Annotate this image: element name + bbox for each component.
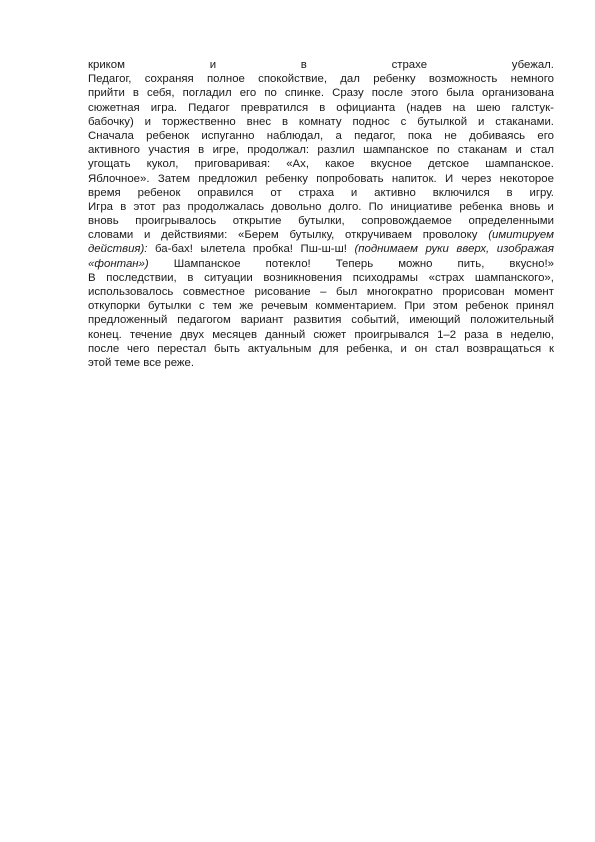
word: 1–2: [437, 328, 457, 341]
word: педагог,: [354, 129, 396, 142]
text-line: [88, 143, 554, 157]
word: возможность: [428, 73, 498, 86]
word: продолжалась: [187, 200, 265, 213]
word: событий,: [351, 314, 400, 327]
text-line: [88, 172, 554, 186]
text-line: [88, 257, 554, 271]
word: довольно: [271, 200, 322, 213]
word: (надев: [406, 101, 442, 114]
word: активного: [88, 144, 140, 157]
word: момент: [514, 286, 554, 298]
word: прийти: [88, 87, 125, 100]
word: поднос: [352, 115, 390, 128]
word: в: [187, 271, 194, 284]
word: тем: [212, 300, 232, 313]
italic-word: вверх,: [456, 243, 490, 256]
word: испуганно: [201, 129, 255, 142]
word: ребенку: [373, 73, 416, 86]
word: По: [368, 200, 384, 213]
word: стал: [530, 144, 554, 157]
word: В: [88, 271, 96, 284]
word: была: [446, 87, 474, 100]
word: вкусное: [370, 158, 412, 171]
word: и: [515, 144, 522, 157]
word: вновь: [88, 215, 119, 228]
word: участия: [148, 144, 190, 157]
word: месяцев: [212, 328, 258, 341]
word: внес: [246, 115, 272, 128]
word: шампанское: [363, 144, 429, 157]
text-line: [88, 101, 554, 115]
word: галстук-: [511, 101, 554, 114]
word: добиваясь: [469, 129, 526, 142]
word: попробовать: [316, 172, 384, 185]
word: и: [547, 200, 554, 213]
word: можно: [398, 257, 433, 270]
word: продолжал:: [247, 144, 310, 157]
word: открытие: [232, 215, 282, 228]
word: шампанское.: [485, 158, 554, 171]
word: течение: [129, 328, 173, 341]
word: угощать: [88, 158, 131, 171]
word: ситуации: [204, 271, 253, 284]
text-line: [88, 200, 554, 214]
word: этот: [133, 200, 156, 213]
word: возвращаться: [466, 342, 542, 355]
word: Сразу: [332, 87, 364, 100]
text-line: [88, 285, 554, 299]
italic-word: действия):: [88, 243, 148, 256]
word: этого: [410, 87, 439, 100]
word: пока: [407, 129, 432, 142]
word: наблюдал,: [266, 129, 324, 142]
word: раза: [464, 328, 489, 341]
word: в: [132, 87, 139, 100]
word: совместное: [182, 286, 245, 298]
word: чего: [126, 342, 150, 355]
word: ребенок: [465, 300, 509, 313]
word: рисование: [254, 286, 311, 298]
word: себя,: [147, 87, 175, 100]
word: пробка!: [252, 243, 293, 256]
word: а: [335, 129, 342, 142]
word: педагогом: [177, 314, 231, 327]
italic-word: руки: [425, 243, 449, 256]
word: на: [452, 101, 466, 114]
word: спокойствие,: [258, 73, 327, 86]
word: предложенный: [88, 314, 168, 327]
word: принял: [515, 300, 554, 313]
word: стал: [435, 342, 459, 355]
word: он: [414, 342, 428, 355]
word: с: [400, 115, 407, 128]
word: проигрывался: [354, 328, 429, 341]
text-line: [88, 58, 554, 72]
word: торжественно: [161, 115, 236, 128]
word: бутылки: [147, 300, 192, 313]
word: не: [444, 129, 457, 142]
word: ребенка,: [346, 342, 393, 355]
word: по: [437, 144, 450, 157]
word: использовалось: [88, 286, 174, 298]
word: и: [209, 59, 217, 71]
word: спинке.: [284, 87, 325, 100]
word: раз: [162, 200, 181, 213]
word: сохраняя: [144, 73, 194, 86]
word: убежал.: [511, 59, 554, 71]
text-line: [88, 299, 554, 313]
word: и: [144, 115, 152, 128]
word: превратился: [240, 101, 309, 114]
word: психодрамы: [352, 271, 418, 284]
word: страха: [298, 186, 335, 199]
word: вариант: [240, 314, 284, 327]
word: потекло!: [265, 257, 311, 270]
word: ылетела: [200, 243, 246, 256]
word: в: [319, 101, 326, 114]
word: бабочку): [88, 115, 134, 128]
word: актуальным: [247, 342, 312, 355]
text-line: [88, 271, 554, 285]
word: был: [335, 286, 358, 298]
word: откручиваем: [345, 229, 412, 242]
word: в: [496, 328, 503, 341]
word: активно: [374, 186, 416, 199]
word: организована: [482, 87, 554, 100]
word: «Берем: [238, 229, 279, 242]
word: И: [444, 172, 454, 185]
text-line: [88, 342, 554, 356]
word: включился: [432, 186, 490, 199]
word: Пш-ш-ш!: [300, 243, 347, 256]
word: сюжетная: [88, 101, 140, 114]
word: какое: [325, 158, 355, 171]
word: его: [239, 87, 257, 100]
word: ребенку: [265, 172, 308, 185]
word: Педагог,: [88, 73, 132, 86]
word: в: [300, 59, 307, 71]
word: оправился: [197, 186, 254, 199]
word: откупорки: [88, 300, 141, 313]
word: по: [264, 87, 277, 100]
text-line: [88, 186, 554, 200]
word: от: [270, 186, 282, 199]
word: Игра: [88, 200, 114, 213]
word: вкусно!»: [509, 257, 554, 270]
text-line: [88, 228, 554, 242]
word: бутылкой: [417, 115, 468, 128]
word: шампанского»,: [474, 271, 554, 284]
word: немного: [510, 73, 554, 86]
word: бутылки,: [298, 215, 345, 228]
word: –: [320, 286, 327, 298]
word: игру.: [529, 186, 554, 199]
word: и: [478, 115, 485, 128]
word: развития: [293, 314, 342, 327]
word: время: [88, 186, 121, 199]
text-line: [88, 313, 554, 327]
word: к: [548, 342, 554, 355]
word: в: [506, 186, 513, 199]
word: ребенка: [459, 200, 503, 213]
word: данный: [265, 328, 306, 341]
word: Сначала: [88, 129, 134, 142]
italic-word: (поднимаем: [354, 243, 418, 256]
text-line: [88, 328, 554, 342]
word: же: [239, 300, 254, 313]
word: Теперь: [335, 257, 374, 270]
word: игра.: [150, 101, 178, 114]
word: проигрывалось: [135, 215, 217, 228]
word: пить,: [457, 257, 485, 270]
word: действиями:: [161, 229, 228, 242]
word: сюжет: [313, 328, 347, 341]
text-line: [88, 356, 554, 370]
word: словами: [88, 229, 134, 242]
word: Педагог: [188, 101, 230, 114]
word: долго.: [328, 200, 362, 213]
word: этом: [432, 300, 458, 313]
word: быть: [214, 342, 240, 355]
word: имеющий: [409, 314, 461, 327]
word: бутылку,: [289, 229, 335, 242]
word: ребенок: [137, 186, 181, 199]
word: речевым: [261, 300, 308, 313]
word: комментарием.: [315, 300, 397, 313]
document-body: [88, 58, 554, 370]
text-line: [88, 115, 554, 129]
document-page: [88, 58, 554, 370]
word: ребенок: [146, 129, 190, 142]
word: его: [537, 129, 554, 142]
word: вновь: [509, 200, 541, 213]
word: неделю,: [510, 328, 554, 341]
word: инициативе: [390, 200, 453, 213]
word: шею: [476, 101, 501, 114]
word: с: [199, 300, 205, 313]
word: в: [198, 144, 205, 157]
word: прорисован: [442, 286, 505, 298]
text-line: [88, 214, 554, 228]
word: комнату: [298, 115, 342, 128]
word: Яблочное».: [88, 172, 150, 185]
word: сопровождаемое: [361, 215, 452, 228]
word: определенными: [468, 215, 554, 228]
word: для: [319, 342, 339, 355]
word: При: [404, 300, 426, 313]
word: проволоку: [422, 229, 478, 242]
word: кукол,: [146, 158, 179, 171]
word: ба-бах!: [155, 243, 193, 256]
text-line: [88, 242, 554, 256]
word: официанта: [336, 101, 396, 114]
word: после: [371, 87, 403, 100]
word: напиток.: [391, 172, 437, 185]
word: криком: [88, 59, 125, 71]
word: перестал: [157, 342, 207, 355]
word: конец.: [88, 328, 122, 341]
word: погладил: [182, 87, 232, 100]
italic-word: «фонтан»): [88, 257, 149, 270]
word: предложил: [198, 172, 258, 185]
word: игре,: [212, 144, 239, 157]
word: в: [120, 200, 127, 213]
word: и: [350, 186, 358, 199]
word: «страх: [428, 271, 465, 284]
word: стаканам: [457, 144, 508, 157]
word: и: [144, 229, 151, 242]
text-line: [88, 157, 554, 171]
word: полное: [207, 73, 245, 86]
word: приговаривая:: [194, 158, 271, 171]
word: некоторое: [499, 172, 554, 185]
word: разлил: [317, 144, 355, 157]
word: и: [400, 342, 407, 355]
text-line: [88, 86, 554, 100]
text-line: [88, 129, 554, 143]
word: «Ах,: [286, 158, 310, 171]
word: дал: [340, 73, 360, 86]
word: Затем: [157, 172, 191, 185]
word: последствии,: [106, 271, 177, 284]
word: возникновения: [263, 271, 343, 284]
word: Шампанское: [173, 257, 241, 270]
word: двух: [180, 328, 205, 341]
word: этой теме все реже.: [88, 356, 195, 369]
word: после: [88, 342, 120, 355]
word: стаканами.: [495, 115, 554, 128]
text-line: [88, 72, 554, 86]
italic-word: изображая: [496, 243, 554, 256]
word: в: [281, 115, 288, 128]
word: через: [461, 172, 492, 185]
word: положительный: [470, 314, 554, 327]
word: многократно: [366, 286, 433, 298]
italic-word: (имитируем: [488, 229, 554, 242]
word: детское: [427, 158, 470, 171]
word: страхе: [391, 59, 428, 71]
